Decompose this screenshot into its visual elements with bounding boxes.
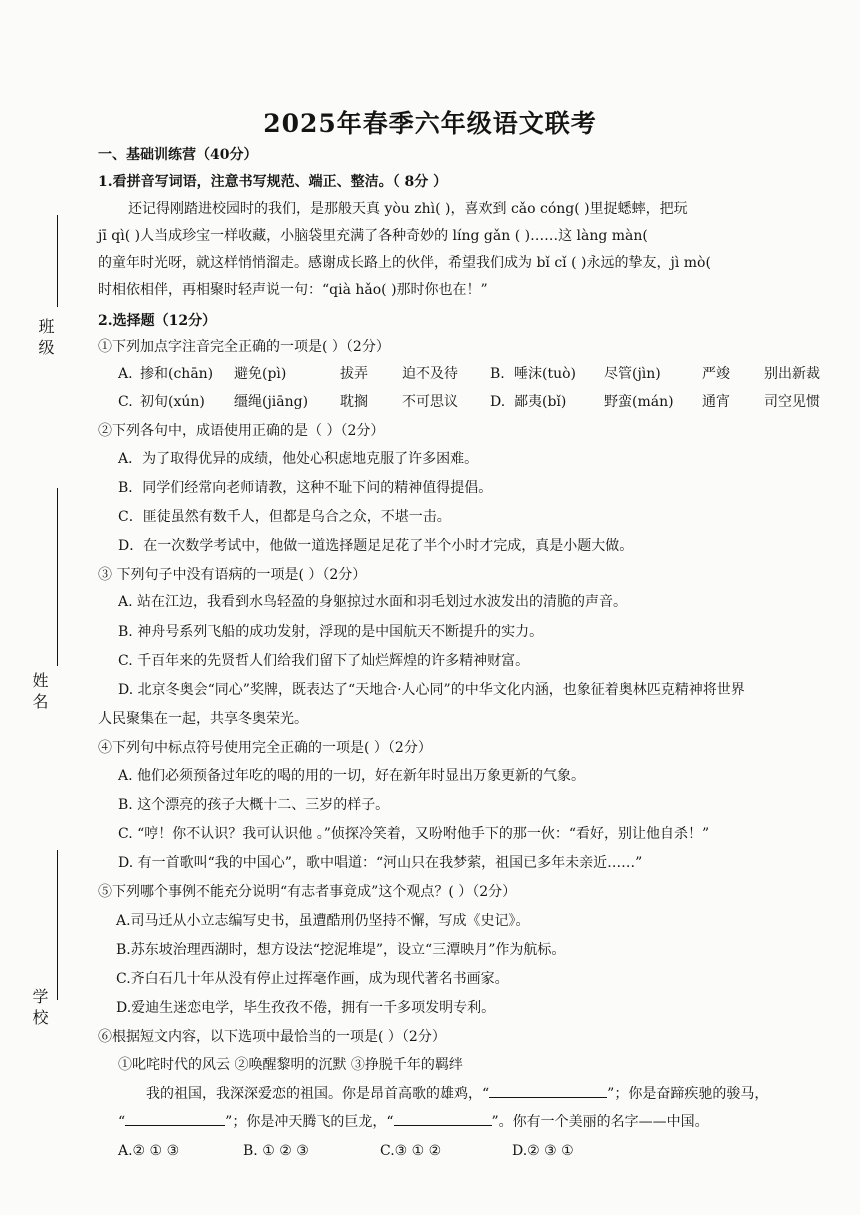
q2-6-passage-line1: 我的祖国，我深深爱恋的祖国。你是昂首高歌的雄鸡，“ ”；你是奋蹄疾驰的骏马， <box>146 1083 768 1104</box>
q2-4-option-b: B. 这个漂亮的孩子大概十二、三岁的样子。 <box>118 797 390 813</box>
q2-6-answer-a: A.② ① ③ <box>118 1143 180 1159</box>
school-line <box>57 850 58 1000</box>
q1-line1: 还记得刚踏进校园时的我们，是那般天真 yòu zhì( )，喜欢到 cǎo cóng( )里捉蟋蟀，把玩 <box>128 201 688 217</box>
q2-4-option-c: C. “哼！你不认识？我可认识他 。”侦探冷笑着，又吩咐他手下的那一伙：“看好，别让他自杀！” <box>118 826 710 842</box>
q1-line4: 时相依相伴，再相聚时轻声说一句：“qià hǎo( )那时你也在！” <box>98 282 488 298</box>
q2-3-option-d-line2: 人民聚集在一起，共享冬奥荣光。 <box>98 711 308 727</box>
q2-5-option-d: D.爱迪生迷恋电学，毕生孜孜不倦，拥有一千多项发明专利。 <box>116 1000 496 1016</box>
option-word: 缰绳(jiāng) <box>234 394 309 410</box>
option-letter: D. <box>490 394 506 410</box>
q2-6-answer-d: D.② ③ ① <box>512 1143 574 1159</box>
answer-blank[interactable] <box>125 1111 225 1126</box>
section-heading: 一、基础训练营（40分） <box>98 147 258 163</box>
option-word: 迫不及待 <box>402 366 458 382</box>
q1-line3: 的童年时光呀，就这样悄悄溜走。感谢成长路上的伙伴，希望我们成为 bǐ cǐ ( )永远的挚友，jì mò( <box>98 255 711 271</box>
q2-1-stem: ①下列加点字注音完全正确的一项是( ）（2分） <box>98 339 390 355</box>
q2-6-answer-c: C.③ ① ② <box>380 1143 442 1159</box>
option-word: 初旬(xún) <box>140 394 205 410</box>
option-word: 唾沫(tuò) <box>514 366 576 382</box>
q2-6-answer-b: B. ① ② ③ <box>243 1143 309 1159</box>
q2-2-option-d: D．在一次数学考试中，他做一道选择题足足花了半个小时才完成，真是小题大做。 <box>118 538 634 554</box>
side-label-school: 学 校 <box>30 988 49 1026</box>
class-line <box>57 215 58 307</box>
option-word: 鄙夷(bǐ) <box>514 394 567 410</box>
option-word: 通宵 <box>702 394 730 410</box>
answer-blank[interactable] <box>394 1111 492 1126</box>
q2-2-stem: ②下列各句中，成语使用正确的是（ ）（2分） <box>98 423 385 439</box>
option-word: 司空见惯 <box>764 394 820 410</box>
q2-heading: 2.选择题（12分） <box>98 313 217 329</box>
q2-5-option-a: A.司马迁从小立志编写史书，虽遭酷刑仍坚持不懈，写成《史记》。 <box>116 913 530 929</box>
q1-line2: jī qì( )人当成珍宝一样收藏，小脑袋里充满了各种奇妙的 líng gǎn ( )……这 làng màn( <box>98 228 648 244</box>
page-title: 2025年春季六年级语文联考 <box>263 109 597 138</box>
option-letter: A. <box>118 366 133 382</box>
option-word: 掺和(chān) <box>140 366 214 382</box>
name-line <box>57 488 58 666</box>
q2-5-option-c: C.齐白石几十年从没有停止过挥毫作画，成为现代著名书画家。 <box>116 971 509 987</box>
q2-2-option-b: B．同学们经常向老师请教，这种不耻下问的精神值得提倡。 <box>118 480 493 496</box>
q2-3-stem: ③ 下列句子中没有语病的一项是( ）（2分） <box>98 567 367 583</box>
q2-3-option-b: B. 神舟号系列飞船的成功发射，浮现的是中国航天不断提升的实力。 <box>118 624 544 640</box>
q2-2-option-c: C．匪徒虽然有数千人，但都是乌合之众，不堪一击。 <box>118 509 451 525</box>
q2-3-option-d-line1: D. 北京冬奥会“同心”奖牌，既表达了“天地合·人心同”的中华文化内涵，也象征着奥林匹克精神将世界 <box>118 682 745 698</box>
option-word: 不可思议 <box>402 394 458 410</box>
option-word: 耽搁 <box>340 394 368 410</box>
q2-6-phrases: ①叱咤时代的风云 ②唤醒黎明的沉默 ③挣脱千年的羁绊 <box>118 1057 463 1073</box>
option-word: 别出新裁 <box>764 366 820 382</box>
option-word: 严竣 <box>702 366 730 382</box>
q2-5-option-b: B.苏东坡治理西湖时，想方设法“挖泥堆堤”，设立“三潭映月”作为航标。 <box>116 942 566 958</box>
option-word: 野蛮(mán) <box>604 394 674 410</box>
option-word: 尽管(jìn) <box>604 366 661 382</box>
q2-4-stem: ④下列句中标点符号使用完全正确的一项是( ）（2分） <box>98 740 432 756</box>
option-word: 避免(pì) <box>234 366 287 382</box>
q2-5-stem: ⑤下列哪个事例不能充分说明“有志者事竟成”这个观点？( ）（2分） <box>98 884 517 900</box>
q2-4-option-d: D. 有一首歌叫“我的中国心”，歌中唱道：“河山只在我梦萦，祖国已多年未亲近……” <box>118 855 643 871</box>
side-label-name: 姓 名 <box>30 672 49 710</box>
q2-6-passage-line2: “ ”；你是冲天腾飞的巨龙，“ ”。你有一个美丽的名字——中国。 <box>118 1111 709 1132</box>
q2-4-option-a: A. 他们必须预备过年吃的喝的用的一切，好在新年时显出万象更新的气象。 <box>118 768 586 784</box>
q2-6-stem: ⑥根据短文内容，以下选项中最恰当的一项是( ）（2分） <box>98 1029 446 1045</box>
option-letter: C. <box>118 394 133 410</box>
q1-heading: 1.看拼音写词语，注意书写规范、端正、整洁。（ 8分 ） <box>98 174 448 190</box>
option-word: 拔弄 <box>340 366 368 382</box>
q2-3-option-c: C. 千百年来的先贤哲人们给我们留下了灿烂辉煌的许多精神财富。 <box>118 653 530 669</box>
q2-2-option-a: A．为了取得优异的成绩，他处心积虑地克服了许多困难。 <box>118 451 479 467</box>
option-letter: B. <box>490 366 505 382</box>
side-label-class: 班 级 <box>36 318 55 356</box>
answer-blank[interactable] <box>489 1083 607 1098</box>
q2-3-option-a: A. 站在江边，我看到水鸟轻盈的身躯掠过水面和羽毛划过水波发出的清脆的声音。 <box>118 594 628 610</box>
